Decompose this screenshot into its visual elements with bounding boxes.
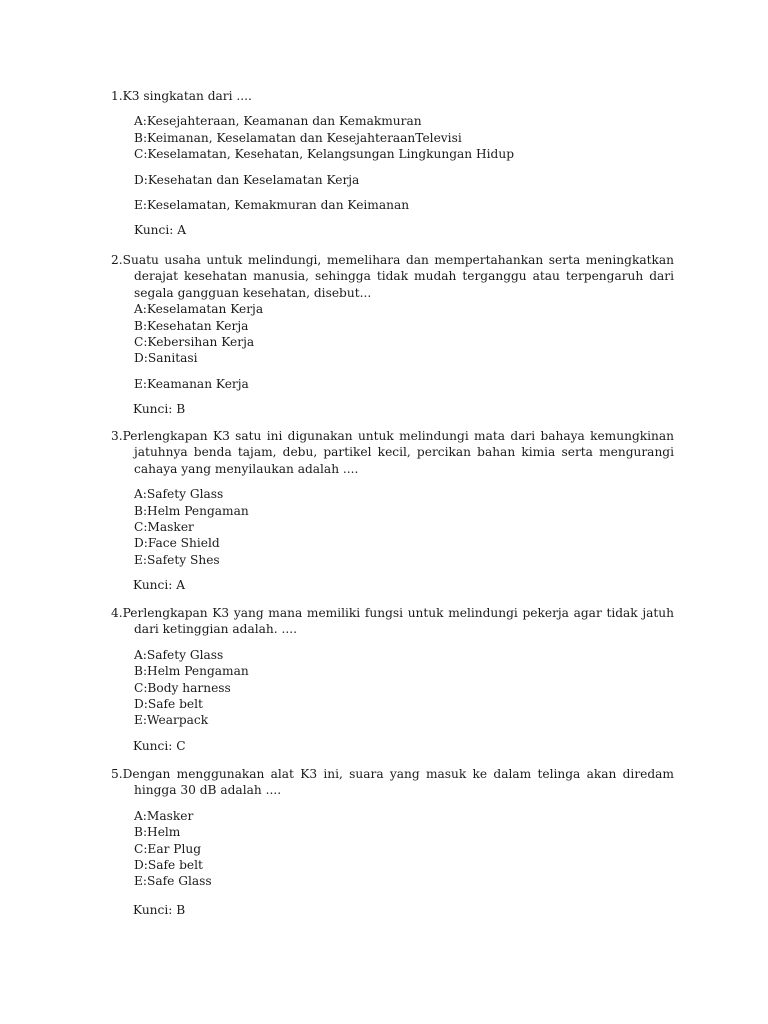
- question-4: [111, 605, 674, 754]
- question-stem: 5.Dengan menggunakan alat K3 ini, suara yang masuk ke dalam telinga akan diredam hingga 30 dB adalah ....: [111, 767, 674, 798]
- option-c: C:Masker: [134, 520, 194, 535]
- answer-key: Kunci: A: [134, 223, 187, 238]
- option-d: D:Face Shield: [134, 536, 220, 551]
- answer-key: Kunci: B: [133, 902, 186, 917]
- option-d: D:Kesehatan dan Keselamatan Kerja: [134, 172, 360, 187]
- option-c: C:Body harness: [134, 680, 231, 695]
- option-e: E:Keselamatan, Kemakmuran dan Keimanan: [134, 198, 410, 213]
- question-1: [111, 88, 674, 239]
- options-list: [134, 808, 674, 890]
- option-a: A:Safety Glass: [134, 647, 224, 662]
- options-list: [134, 486, 674, 568]
- option-b: B:Kesehatan Kerja: [134, 318, 249, 333]
- option-d: D:Safe belt: [134, 858, 203, 873]
- option-c: C:Kebersihan Kerja: [134, 335, 255, 350]
- option-c: C:Ear Plug: [134, 841, 202, 856]
- question-stem: 2.Suatu usaha untuk melindungi, memelihara dan mempertahankan serta meningkatkan derajat kesehatan manusia, sehingga tidak mudah terganggu atau terpengaruh dari segala gangguan kesehatan, disebut...: [111, 253, 674, 300]
- option-a: A:Safety Glass: [134, 487, 224, 502]
- option-d: D:Safe belt: [134, 697, 203, 712]
- question-2: [111, 252, 674, 418]
- options-list: [134, 113, 674, 213]
- option-b: B:Helm Pengaman: [134, 503, 249, 518]
- option-c: C:Keselamatan, Kesehatan, Kelangsungan Lingkungan Hidup: [134, 147, 515, 162]
- option-a: A:Masker: [134, 808, 194, 823]
- option-b: B:Helm Pengaman: [134, 664, 249, 679]
- option-e: E:Safety Shes: [134, 552, 220, 567]
- option-d: D:Sanitasi: [134, 351, 198, 366]
- option-e: E:Safe Glass: [134, 874, 212, 889]
- question-5: [111, 766, 674, 918]
- options-list: [134, 301, 674, 392]
- option-a: A:Kesejahteraan, Keamanan dan Kemakmuran: [134, 114, 422, 129]
- option-e: E:Wearpack: [134, 713, 209, 728]
- options-list: [134, 647, 674, 729]
- question-stem: 4.Perlengkapan K3 yang mana memiliki fungsi untuk melindungi pekerja agar tidak jatuh dari ketinggian adalah. ....: [111, 606, 674, 637]
- answer-key: Kunci: A: [133, 578, 186, 593]
- question-stem: 3.Perlengkapan K3 satu ini digunakan untuk melindungi mata dari bahaya kemungkinan jatuhnya benda tajam, debu, partikel kecil, percikan bahan kimia serta mengurangi cahaya yang menyilaukan adalah ....: [111, 429, 674, 476]
- answer-key: Kunci: C: [133, 738, 186, 753]
- option-a: A:Keselamatan Kerja: [134, 302, 264, 317]
- question-3: [111, 428, 674, 594]
- option-b: B:Keimanan, Keselamatan dan KesejahteraanTelevisi: [134, 130, 462, 145]
- question-stem: 1.K3 singkatan dari ....: [111, 89, 252, 103]
- option-e: E:Keamanan Kerja: [134, 376, 249, 391]
- answer-key: Kunci: B: [133, 402, 186, 417]
- option-b: B:Helm: [134, 825, 181, 840]
